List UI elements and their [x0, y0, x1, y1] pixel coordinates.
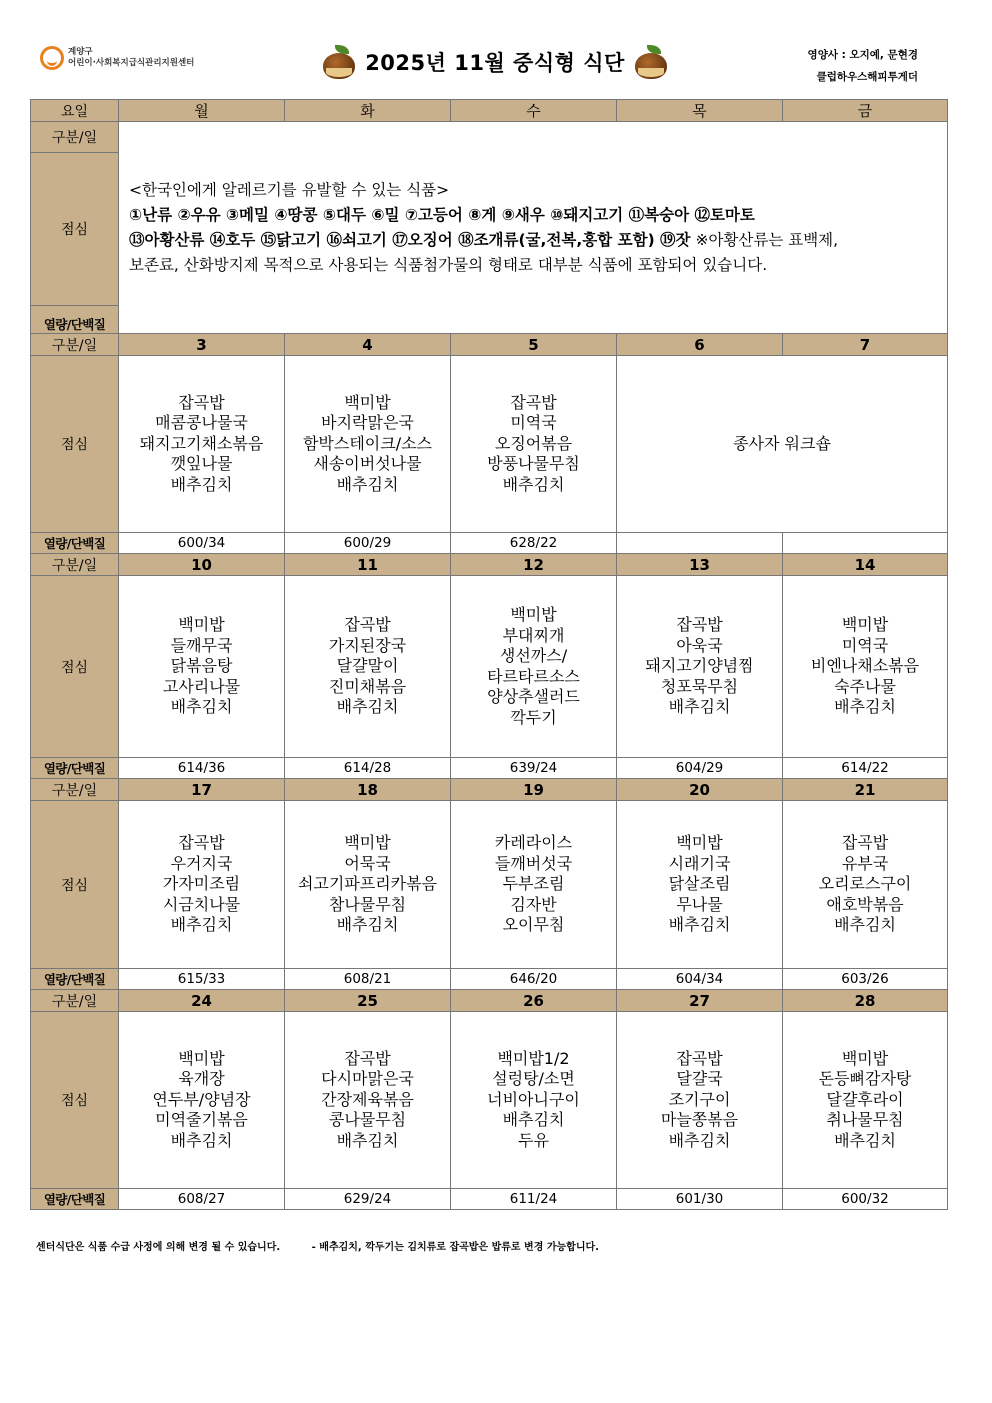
category-day-label: 구분/일: [31, 779, 119, 801]
kcal-cell: 614/28: [285, 758, 451, 779]
menu-item: 배추김치: [834, 697, 896, 717]
meal-cell: [451, 801, 617, 969]
menu-item: 돼지고기채소볶음: [139, 433, 264, 453]
allergy-note: 보존료, 산화방지제 목적으로 사용되는 식품첨가물의 형태로 대부분 식품에 포함되어 있습니다.: [129, 256, 768, 274]
date-row: [31, 990, 948, 1012]
meal-cell: [285, 576, 451, 758]
kcal-row: [31, 969, 948, 990]
menu-item: 매콤콩나물국: [155, 413, 248, 433]
page-header: [0, 0, 992, 100]
kcal-protein-label: 열량/단백질: [31, 969, 119, 990]
meal-cell: [617, 1012, 783, 1189]
meal-cell: [285, 801, 451, 969]
meal-cell: [451, 356, 617, 533]
kcal-protein-label: 열량/단백질: [31, 306, 119, 334]
menu-item: 쇠고기파프리카볶음: [297, 874, 438, 894]
date-cell: 10: [119, 554, 285, 576]
kcal-cell: 611/24: [451, 1189, 617, 1210]
menu-item: 백미밥: [344, 833, 391, 853]
chestnut-icon: [321, 45, 357, 79]
date-cell: 18: [285, 779, 451, 801]
menu-item: 취나물무침: [826, 1110, 904, 1130]
menu-item: 오이무침: [502, 915, 565, 935]
allergy-list-line2: [129, 228, 947, 253]
menu-item: 배추김치: [336, 697, 399, 717]
kcal-row: [31, 1189, 948, 1210]
menu-item: 고사리나물: [162, 676, 241, 696]
kcal-cell: 604/34: [617, 969, 783, 990]
kcal-cell: [783, 533, 948, 554]
meal-cell: [783, 1012, 948, 1189]
date-cell: 28: [783, 990, 948, 1012]
date-row: [31, 554, 948, 576]
menu-item: 깍두기: [510, 707, 557, 727]
menu-item: 미역국: [510, 413, 557, 433]
menu-item: 백미밥: [510, 605, 557, 624]
menu-item: 잡곡밥: [178, 392, 225, 412]
menu-item: 백미밥: [178, 615, 225, 635]
menu-item: 들깨버섯국: [494, 853, 573, 873]
category-day-label: 구분/일: [31, 990, 119, 1012]
menu-item: 미역줄기볶음: [155, 1110, 248, 1130]
date-row: [31, 779, 948, 801]
meal-cell: [285, 356, 451, 533]
menu-item: 배추김치: [834, 1130, 896, 1150]
menu-item: 잡곡밥: [676, 1048, 723, 1068]
date-row: [31, 334, 948, 356]
date-cell: 5: [451, 334, 617, 356]
meal-cell: [119, 1012, 285, 1189]
menu-item: 배추김치: [834, 915, 896, 935]
kcal-cell: 604/29: [617, 758, 783, 779]
allergy-list-line1: ①난류 ②우유 ③메밀 ④땅콩 ⑤대두 ⑥밀 ⑦고등어 ⑧게 ⑨새우 ⑩돼지고기 ⑪복숭아 ⑫토마토: [129, 206, 755, 224]
menu-item: 시래기국: [668, 853, 731, 873]
menu-item: 함박스테이크/소스: [302, 433, 433, 453]
kcal-cell: 615/33: [119, 969, 285, 990]
kcal-cell: 629/24: [285, 1189, 451, 1210]
menu-item: 무나물: [676, 894, 723, 914]
menu-item: 부대찌개: [502, 625, 565, 645]
kcal-cell: 601/30: [617, 1189, 783, 1210]
lunch-label: 점심: [31, 153, 119, 306]
menu-item: 배추김치: [170, 697, 233, 717]
date-cell: 7: [783, 334, 948, 356]
menu-item: 미역국: [841, 635, 889, 655]
menu-item: 두부조림: [502, 874, 565, 894]
weekday-row: [31, 100, 948, 122]
menu-item: 두유: [518, 1130, 549, 1150]
kcal-cell: 600/32: [783, 1189, 948, 1210]
weekday-tue: 화: [285, 100, 451, 122]
menu-item: 가자미조림: [162, 874, 241, 894]
menu-item: 유부국: [841, 853, 889, 873]
menu-item: 숙주나물: [834, 676, 896, 696]
menu-item: 닭살조림: [668, 874, 731, 894]
date-cell: 6: [617, 334, 783, 356]
lunch-row: [31, 1012, 948, 1189]
menu-item: 닭볶음탕: [170, 656, 233, 676]
menu-item: 배추김치: [668, 915, 731, 935]
weekday-fri: 금: [783, 100, 948, 122]
menu-item: 배추김치: [502, 474, 565, 494]
category-day-label: 구분/일: [31, 122, 119, 153]
menu-item: 마늘쫑볶음: [660, 1110, 739, 1130]
menu-item: 어묵국: [344, 853, 391, 873]
staff-info: [808, 44, 918, 88]
menu-item: 잡곡밥: [510, 392, 557, 412]
menu-item: 백미밥: [178, 1048, 225, 1068]
menu-item: 잡곡밥: [676, 615, 723, 635]
meal-cell: [451, 1012, 617, 1189]
lunch-label: 점심: [31, 576, 119, 758]
kcal-protein-label: 열량/단백질: [31, 1189, 119, 1210]
menu-item: 깻잎나물: [170, 454, 233, 474]
menu-item: 돈등뼈감자탕: [818, 1069, 912, 1089]
kcal-cell: 608/21: [285, 969, 451, 990]
menu-item: 애호박볶음: [826, 894, 904, 914]
menu-item: 들깨무국: [170, 635, 233, 655]
allergy-date-row: [31, 122, 948, 153]
menu-item: 새송이버섯나물: [313, 454, 422, 474]
footer-note-substitution: - 배추김치, 깍두기는 김치류로 잡곡밥은 밥류로 변경 가능합니다.: [311, 1242, 599, 1253]
date-cell: 11: [285, 554, 451, 576]
category-day-label: 구분/일: [31, 554, 119, 576]
date-cell: 3: [119, 334, 285, 356]
org-name-line1: 계양구: [68, 47, 93, 57]
menu-item: 배추김치: [336, 915, 399, 935]
menu-item: 배추김치: [336, 1130, 399, 1150]
nutritionist-text: 영양사 : 오지예, 문현경: [807, 49, 918, 61]
kcal-cell: 608/27: [119, 1189, 285, 1210]
weekday-thu: 목: [617, 100, 783, 122]
kcal-protein-label: 열량/단백질: [31, 533, 119, 554]
meal-cell: [119, 576, 285, 758]
menu-item: 진미채볶음: [328, 676, 407, 696]
menu-item: 백미밥: [841, 615, 889, 635]
menu-item: 바지락맑은국: [321, 413, 414, 433]
menu-item: 가지된장국: [328, 635, 407, 655]
allergy-heading: <한국인에게 알레르기를 유발할 수 있는 식품>: [129, 181, 450, 199]
org-name: [68, 47, 194, 69]
meal-cell: [783, 801, 948, 969]
kcal-cell: 603/26: [783, 969, 948, 990]
facility-text: 클럽하우스해피투게더: [816, 71, 918, 83]
weekday-wed: 수: [451, 100, 617, 122]
menu-item: 백미밥: [344, 392, 391, 412]
menu-item: 배추김치: [668, 697, 731, 717]
kcal-cell: 628/22: [451, 533, 617, 554]
menu-item: 달걀국: [676, 1069, 723, 1089]
date-cell: 19: [451, 779, 617, 801]
weekday-mon: 월: [119, 100, 285, 122]
menu-item: 간장제육볶음: [321, 1089, 414, 1109]
lunch-row: [31, 576, 948, 758]
smile-logo-icon: [40, 46, 64, 70]
menu-item: 배추김치: [336, 474, 399, 494]
kcal-row: [31, 533, 948, 554]
menu-item: 참나물무침: [328, 894, 407, 914]
lunch-label: 점심: [31, 801, 119, 969]
date-cell: 13: [617, 554, 783, 576]
menu-item: 카레라이스: [494, 833, 573, 853]
date-cell: 24: [119, 990, 285, 1012]
menu-item: 우거지국: [170, 853, 233, 873]
menu-item: 잡곡밥: [344, 1048, 391, 1068]
special-event-text: 종사자 워크숍: [733, 433, 831, 453]
menu-item: 배추김치: [170, 474, 233, 494]
chestnut-icon: [633, 45, 669, 79]
menu-item: 아욱국: [676, 635, 723, 655]
allergy-list-line2-note: ※아황산류는 표백제,: [690, 231, 839, 249]
menu-item: 타르타르소스: [487, 666, 580, 686]
date-cell: 14: [783, 554, 948, 576]
kcal-cell: 614/36: [119, 758, 285, 779]
menu-item: 돼지고기양념찜: [645, 656, 754, 676]
date-cell: 25: [285, 990, 451, 1012]
special-event-cell: [617, 356, 948, 533]
menu-item: 김자반: [510, 894, 557, 914]
menu-item: 조기구이: [668, 1089, 731, 1109]
allergy-list-line2-bold: ⑬아황산류 ⑭호두 ⑮닭고기 ⑯쇠고기 ⑰오징어 ⑱조개류(굴,전복,홍합 포함) ⑲잣: [129, 231, 691, 249]
menu-item: 다시마맑은국: [321, 1069, 414, 1089]
menu-item: 육개장: [178, 1069, 225, 1089]
org-name-line2: 어린이·사회복지급식관리지원센터: [68, 58, 195, 68]
kcal-cell: [617, 533, 783, 554]
footer-note-change: 센터식단은 식품 수급 사정에 의해 변경 될 수 있습니다.: [36, 1242, 281, 1253]
menu-item: 잡곡밥: [178, 833, 225, 853]
date-cell: 26: [451, 990, 617, 1012]
meal-cell: [119, 356, 285, 533]
meal-cell: [783, 576, 948, 758]
kcal-cell: 646/20: [451, 969, 617, 990]
menu-item: 생선까스/: [499, 646, 568, 665]
date-cell: 21: [783, 779, 948, 801]
title-block: [310, 40, 680, 84]
menu-item: 배추김치: [502, 1110, 565, 1130]
menu-item: 백미밥: [841, 1048, 889, 1068]
meal-cell: [451, 576, 617, 758]
date-cell: 27: [617, 990, 783, 1012]
footer-notes: [36, 1238, 599, 1253]
lunch-row: [31, 356, 948, 533]
kcal-cell: 600/34: [119, 533, 285, 554]
meal-cell: [617, 576, 783, 758]
menu-item: 오징어볶음: [494, 433, 573, 453]
menu-item: 연두부/양념장: [152, 1089, 251, 1109]
menu-item: 배추김치: [170, 915, 233, 935]
weekday-label: 요일: [31, 100, 119, 122]
org-logo: [40, 46, 194, 70]
lunch-label: 점심: [31, 1012, 119, 1189]
menu-table: [30, 99, 948, 1210]
menu-item: 너비아니구이: [487, 1089, 580, 1109]
menu-item: 배추김치: [668, 1130, 731, 1150]
kcal-cell: 639/24: [451, 758, 617, 779]
date-cell: 17: [119, 779, 285, 801]
meal-cell: [119, 801, 285, 969]
date-cell: 4: [285, 334, 451, 356]
meal-cell: [285, 1012, 451, 1189]
menu-item: 청포묵무침: [660, 676, 739, 696]
lunch-row: [31, 801, 948, 969]
menu-item: 비엔나채소볶음: [810, 656, 920, 676]
page-title: 2025년 11월 중식형 식단: [365, 51, 625, 75]
lunch-label: 점심: [31, 356, 119, 533]
kcal-cell: 600/29: [285, 533, 451, 554]
menu-item: 양상추샐러드: [487, 687, 580, 706]
menu-item: 설렁탕/소면: [492, 1069, 575, 1089]
menu-item: 방풍나물무침: [487, 454, 580, 474]
date-cell: 20: [617, 779, 783, 801]
menu-item: 오리로스구이: [818, 874, 912, 894]
menu-item: 콩나물무침: [328, 1110, 407, 1130]
menu-item: 백미밥: [676, 833, 723, 853]
kcal-cell: 614/22: [783, 758, 948, 779]
allergy-notice: [119, 122, 948, 334]
menu-item: 배추김치: [170, 1130, 233, 1150]
menu-item: 잡곡밥: [344, 615, 391, 635]
menu-item: 시금치나물: [162, 894, 241, 914]
meal-cell: [617, 801, 783, 969]
kcal-protein-label: 열량/단백질: [31, 758, 119, 779]
category-day-label: 구분/일: [31, 334, 119, 356]
kcal-row: [31, 758, 948, 779]
menu-item: 달걀말이: [336, 656, 399, 676]
menu-item: 백미밥1/2: [497, 1048, 570, 1068]
menu-item: 잡곡밥: [841, 833, 889, 853]
menu-item: 달걀후라이: [826, 1089, 904, 1109]
date-cell: 12: [451, 554, 617, 576]
